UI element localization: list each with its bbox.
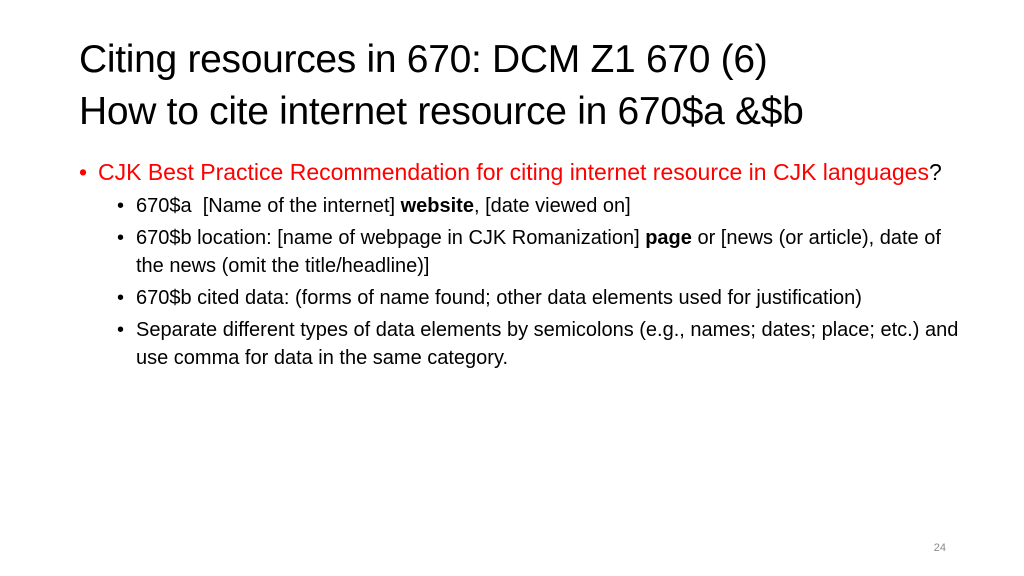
sub-bullet-text: or [news (or article), date of the news (omit the title/headline)]: [136, 227, 941, 277]
sub-bullet-text: Separate different types of data elements by semicolons (e.g., names; dates; place; etc.) and use comma for data in the same category.: [136, 319, 959, 369]
page-number: 24: [933, 542, 946, 554]
recommendation-text: CJK Best Practice Recommendation for citing internet resource in CJK languages: [98, 159, 929, 185]
title-line-1: Citing resources in 670: DCM Z1 670 (6): [79, 38, 768, 81]
slide-body: [79, 157, 959, 376]
slide-title: [79, 34, 999, 138]
sub-bullet-text: 670$b cited data: (forms of name found; other data elements used for justification): [136, 287, 862, 309]
sub-bullet-text: , [date viewed on]: [473, 195, 631, 217]
question-mark: ?: [928, 159, 942, 185]
sub-bullet-670a: [79, 192, 959, 220]
bullet-cjk-recommendation: [79, 157, 959, 188]
bullet-marker: •: [117, 319, 125, 341]
bullet-marker: •: [117, 195, 125, 217]
bold-page: page: [645, 227, 692, 249]
bullet-marker: •: [79, 159, 88, 185]
sub-bullet-670b-location: [79, 224, 959, 280]
bullet-marker: •: [117, 227, 125, 249]
sub-bullet-separators: [79, 316, 959, 372]
bullet-marker: •: [117, 287, 125, 309]
sub-bullet-list: [79, 192, 959, 372]
sub-bullet-text: 670$a [Name of the internet]: [136, 195, 401, 217]
sub-bullet-670b-cited-data: [79, 284, 959, 312]
title-line-2: How to cite internet resource in 670$a &$b: [79, 90, 804, 133]
sub-bullet-text: 670$b location: [name of webpage in CJK Romanization]: [136, 227, 646, 249]
bold-website: website: [400, 195, 474, 217]
